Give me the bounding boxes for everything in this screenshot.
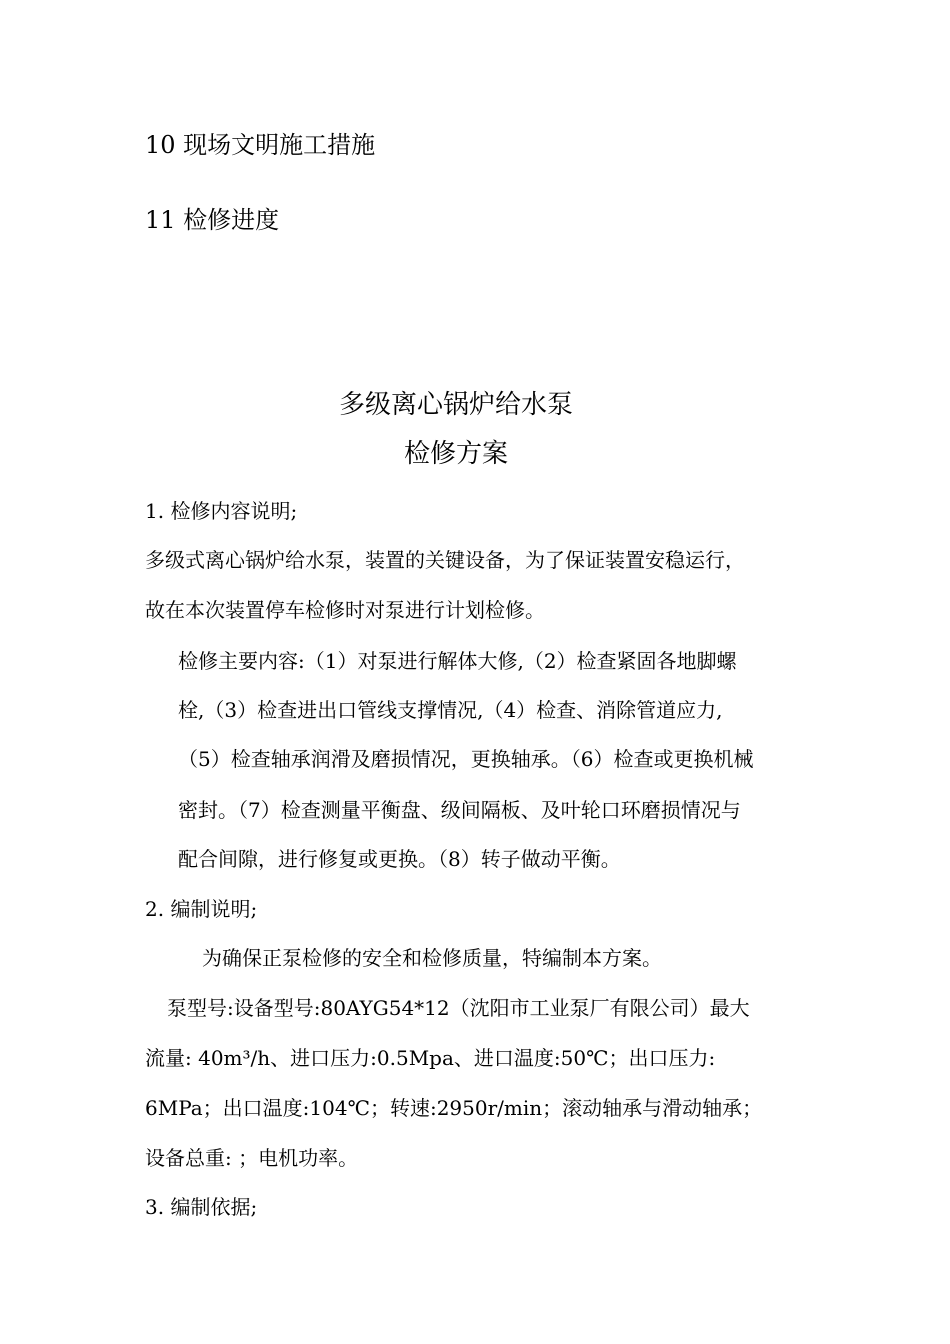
document-title: 多级离心锅炉给水泵 bbox=[338, 390, 573, 420]
section-1-content-line: （5）检查轴承润滑及磨损情况，更换轴承。（6）检查或更换机械 bbox=[178, 747, 754, 771]
toc-item-11: 11 检修进度 bbox=[145, 206, 280, 234]
section-1-content-line: 密封。（7）检查测量平衡盘、级间隔板、及叶轮口环磨损情况与 bbox=[178, 798, 741, 822]
document-subtitle: 检修方案 bbox=[403, 439, 508, 469]
section-2-heading: 2. 编制说明; bbox=[145, 897, 258, 921]
section-1-content-line: 栓,（3）检查进出口管线支撑情况,（4）检查、消除管道应力, bbox=[178, 698, 723, 722]
section-2-spec-line: 设备总重: ；电机功率。 bbox=[145, 1146, 359, 1170]
section-2-spec-line: 6MPa；出口温度:104℃；转速:2950r/min；滚动轴承与滑动轴承； bbox=[145, 1096, 763, 1120]
section-2-spec-line: 流量: 40m³/h、进口压力:0.5Mpa、进口温度:50℃；出口压力: bbox=[145, 1046, 716, 1070]
toc-item-10: 10 现场文明施工措施 bbox=[145, 131, 376, 159]
section-3-heading: 3. 编制依据; bbox=[145, 1195, 258, 1219]
section-2-spec-line: 泵型号:设备型号:80AYG54*12（沈阳市工业泵厂有限公司）最大 bbox=[167, 996, 750, 1020]
section-2-purpose: 为确保正泵检修的安全和检修质量，特编制本方案。 bbox=[202, 946, 662, 970]
section-1-intro-line: 多级式离心锅炉给水泵，装置的关键设备，为了保证装置安稳运行， bbox=[145, 548, 745, 572]
section-1-content-line: 配合间隙，进行修复或更换。（8）转子做动平衡。 bbox=[178, 847, 621, 871]
section-1-heading: 1. 检修内容说明; bbox=[145, 499, 298, 523]
section-1-intro-line: 故在本次装置停车检修时对泵进行计划检修。 bbox=[145, 598, 545, 622]
section-1-content-line: 检修主要内容:（1）对泵进行解体大修,（2）检查紧固各地脚螺 bbox=[178, 649, 737, 673]
